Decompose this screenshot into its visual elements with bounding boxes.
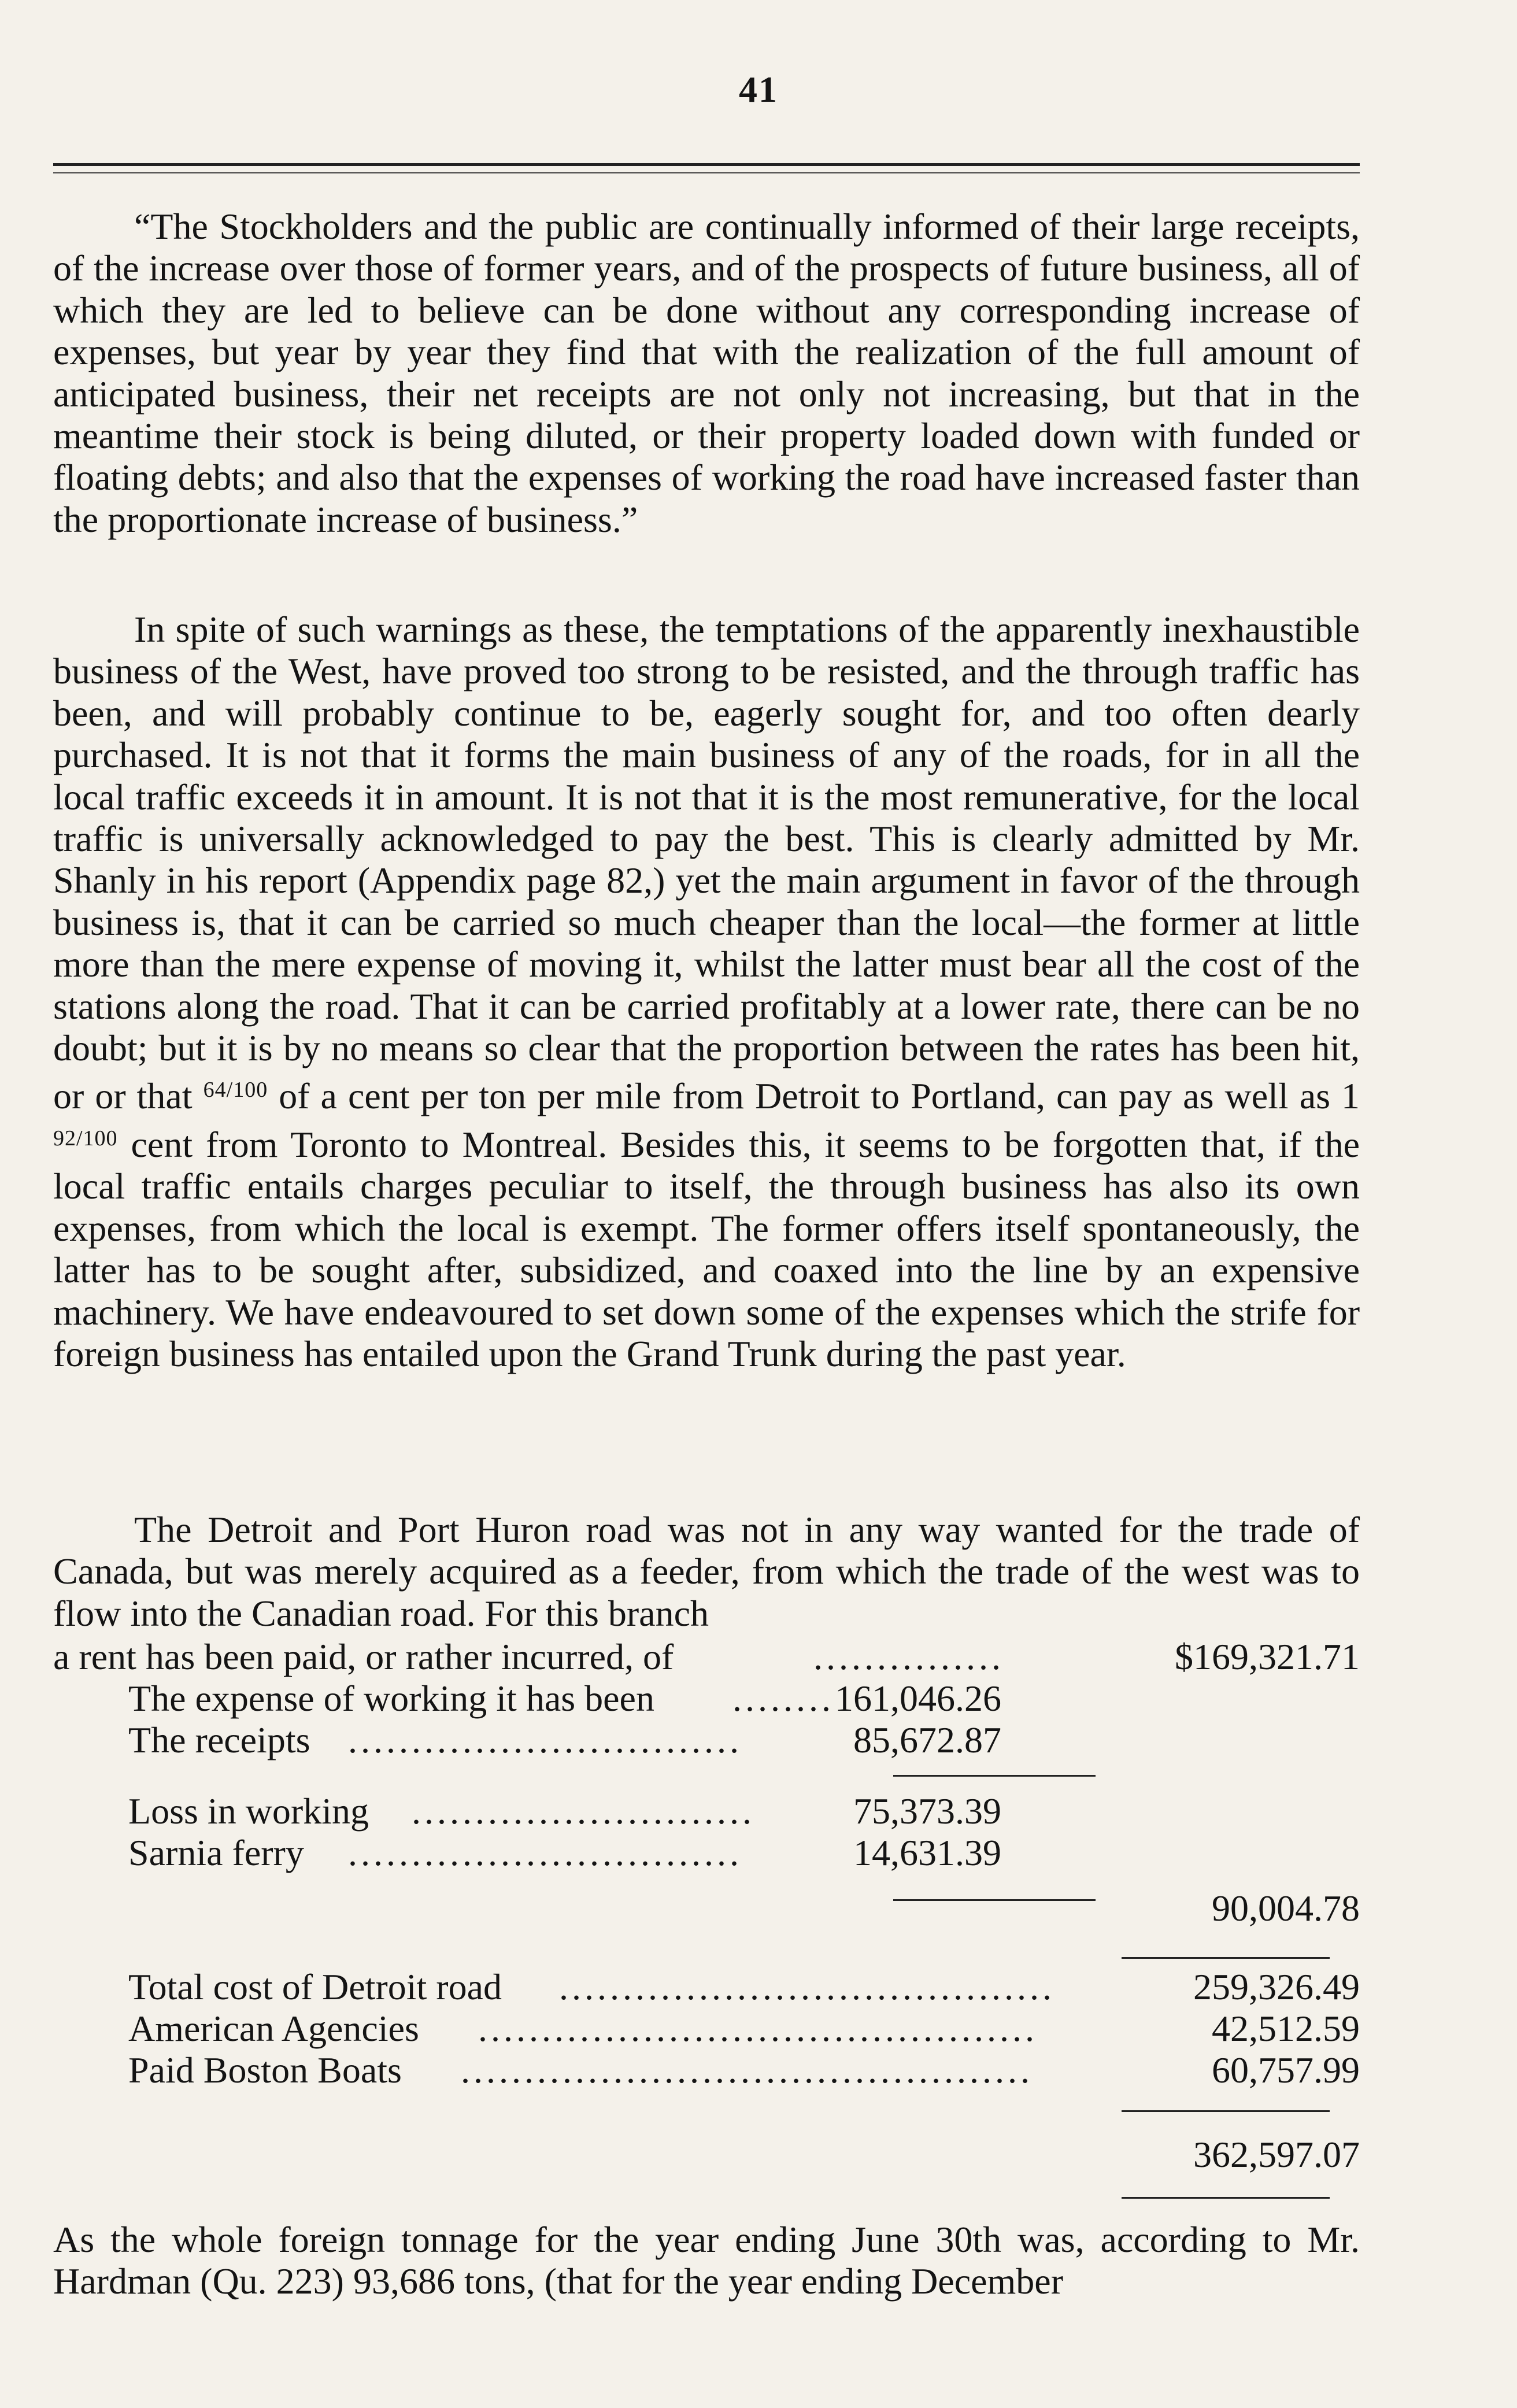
paragraph-foreign-tonnage bbox=[53, 2219, 1360, 2303]
ledger-label: a rent has been paid, or rather incurred, of bbox=[53, 1636, 674, 1677]
dot-leader: ............................... bbox=[348, 1719, 742, 1760]
header-rule-thin bbox=[53, 172, 1360, 173]
ledger-amount: 60,757.99 bbox=[1212, 2050, 1360, 2091]
ledger-row-loss bbox=[128, 1790, 1360, 1833]
sum-rule bbox=[893, 1775, 1096, 1777]
dot-leader: ............................................ bbox=[478, 2008, 1038, 2049]
quote-paragraph: “The Stockholders and the public are continually informed of their large receipts, of the increase over those of former years, and of the prospects of future business, all of which they are led to believe can be done without any corresponding increase of expenses, but year by year they find that with the realization of the full amount of anticipated business, their net receipts are not only not increasing, but that in the meantime their stock is being diluted, or their property loaded down with funded or floating debts; and also that the expenses of working the road have increased faster than the proportionate increase of business.” bbox=[53, 206, 1360, 540]
paragraph-text-part-3: cent from Toronto to Montreal. Besides this, it seems to be forgotten that, if the local traffic entails charges peculiar to itself, the through business has also its own expenses, from which the local is exempt. The former offers itself spontaneously, the latter has to be sought after, subsidized, and coaxed into the line by an expensive machinery. We have endeavoured to set down some of the expenses which the strife for foreign business has entailed upon the Grand Trunk during the past year. bbox=[53, 1123, 1360, 1374]
ledger-label: The expense of working it has been bbox=[128, 1678, 654, 1719]
ledger-amount: 259,326.49 bbox=[1193, 1966, 1360, 2007]
ledger-label: Loss in working bbox=[128, 1791, 369, 1832]
ledger-row-boats bbox=[128, 2049, 1360, 2092]
ledger-amount: $169,321.71 bbox=[1175, 1636, 1360, 1677]
ledger-amount: 362,597.07 bbox=[1193, 2134, 1360, 2175]
paragraph-text: As the whole foreign tonnage for the year ending June 30th was, according to Mr. Hardman (Qu. 223) 93,686 tons, (that for the year ending December bbox=[53, 2219, 1360, 2302]
ledger-row-subtotal bbox=[53, 1887, 1360, 1930]
paragraph-text-part-2: of a cent per ton per mile from Detroit to Portland, can pay as well as 1 bbox=[279, 1075, 1360, 1117]
sum-rule bbox=[1122, 2197, 1330, 2199]
dot-leader: ............................... bbox=[348, 1832, 742, 1873]
dot-leader: ....................................... bbox=[559, 1966, 1055, 2007]
ledger-row-expense bbox=[128, 1677, 1360, 1720]
ledger-row-grand-total bbox=[53, 2133, 1360, 2176]
ledger-amount: 90,004.78 bbox=[1212, 1888, 1360, 1929]
header-rule bbox=[53, 163, 1360, 166]
paragraph-text-part-1: In spite of such warnings as these, the temptations of the apparently inexhaustible business of the West, have proved too strong to be resisted, and the through traffic has been, and will probably continue to be, eagerly sought for, and too often dearly purchased. It is not that it forms the main business of any of the roads, for in all the local traffic exceeds it in amount. It is not that it is the most remunerative, for the local traffic is universally acknowledged to pay the best. This is clearly admitted by Mr. Shanly in his report (Appendix page 82,) yet the main argument in favor of the through business is, that it can be carried so much cheaper than the local—the former at little more than the mere expense of moving it, whilst the latter must bear all the cost of the stations along the road. That it can be carried profitably at a lower rate, there can be no doubt; but it is by no means so clear that the proportion between the rates has been hit, or or that bbox=[53, 609, 1360, 1117]
ledger-row-ferry bbox=[128, 1832, 1360, 1874]
ledger-amount: 42,512.59 bbox=[1212, 2008, 1360, 2049]
dot-leader: ........ bbox=[732, 1678, 834, 1719]
fraction-cent-2: 92/100 bbox=[53, 1126, 118, 1151]
ledger-row-total-detroit bbox=[128, 1966, 1360, 2008]
ledger-row-receipts bbox=[128, 1719, 1360, 1762]
sum-rule bbox=[1122, 1957, 1330, 1959]
page-number: 41 bbox=[739, 69, 778, 110]
ledger-label: Paid Boston Boats bbox=[128, 2050, 402, 2091]
quoted-passage bbox=[53, 206, 1360, 541]
paragraph-text: The Detroit and Port Huron road was not in any way wanted for the trade of Canada, but was merely acquired as a feeder, from which the trade of the west was to flow into the Canadian road. For this branch bbox=[53, 1509, 1360, 1634]
fraction-cent-1: 64/100 bbox=[203, 1078, 268, 1103]
ledger-row-rent bbox=[53, 1636, 1360, 1678]
ledger-amount: 161,046.26 bbox=[835, 1678, 1001, 1719]
ledger-amount: 85,672.87 bbox=[853, 1719, 1001, 1760]
sum-rule bbox=[1122, 2110, 1330, 2112]
paragraph-detroit-road bbox=[53, 1509, 1360, 1634]
ledger-row-agencies bbox=[128, 2007, 1360, 2050]
dot-leader: ........................... bbox=[412, 1791, 755, 1832]
ledger-amount: 14,631.39 bbox=[853, 1832, 1001, 1873]
paragraph-through-traffic bbox=[53, 609, 1360, 1375]
dot-leader: ............... bbox=[813, 1636, 1004, 1677]
ledger-label: Sarnia ferry bbox=[128, 1832, 304, 1873]
dot-leader: ............................................. bbox=[461, 2050, 1033, 2091]
ledger-label: American Agencies bbox=[128, 2008, 419, 2049]
ledger-label: Total cost of Detroit road bbox=[128, 1966, 502, 2007]
paragraph-text bbox=[53, 609, 1360, 1375]
ledger-label: The receipts bbox=[128, 1719, 310, 1760]
ledger-amount: 75,373.39 bbox=[853, 1791, 1001, 1832]
